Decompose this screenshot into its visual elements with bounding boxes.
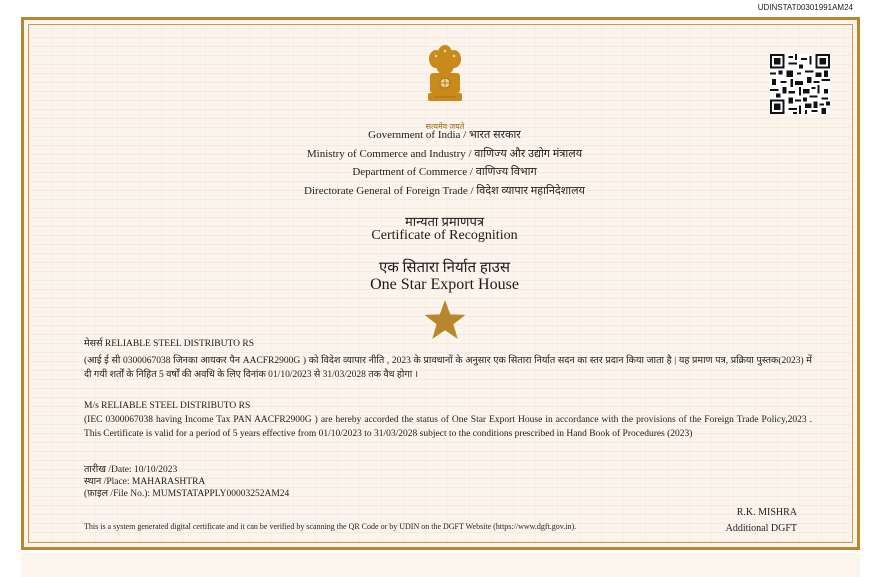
- english-body: (IEC 0300067038 having Income Tax PAN AACFR2900G ) are hereby accorded the status of One Star Export House in accordance with the provisions of the Foreign Trade Policy,2023 . This Certificate is valid for a period of 5 years effective from 01/10/2023 to 31/03/2028 subject to the conditions prescribed in Hand Book of Procedures (2023): [84, 415, 812, 439]
- certificate-frame: [21, 17, 860, 550]
- hindi-body: (आई ई सी 0300067038 जिनका आयकर पैन AACFR2900G ) को विदेश व्यापार नीति , 2023 के प्रावधानों के अनुसार एक सितारा निर्यात सदन का स्तर प्रदान किया जाता है | यह प्रमाण पत्र, प्रक्रिया पुस्तक(2023) में दी गयी शर्तों के निहित 5 वर्षों की अवधि के लिए दिनांक 01/10/2023 से 31/03/2028 तक वैध होगा ।: [84, 356, 812, 380]
- qr-code-icon: [770, 54, 830, 114]
- certificate-title-hindi: मान्यता प्रमाणपत्र: [404, 214, 485, 229]
- issue-date: तारीख /Date: 10/10/2023: [84, 465, 178, 475]
- verification-note: This is a system generated digital certificate and it can be verified by scanning the QR Code or by UDIN on the DGFT Website (https://www.dgft.gov.in).: [84, 522, 577, 531]
- udin-number: UDINSTAT00301991AM24: [757, 3, 853, 12]
- header-government: Government of India / भारत सरकार: [368, 129, 521, 141]
- english-paragraph: [84, 399, 812, 441]
- english-holder-name: M/s RELIABLE STEEL DISTRIBUTO RS: [84, 401, 251, 411]
- certificate-body: [28, 24, 853, 543]
- signatory-name: R.K. MISHRA: [736, 507, 797, 518]
- certificate-title: Certificate of Recognition: [371, 228, 518, 243]
- issue-place: स्थान /Place: MAHARASHTRA: [84, 477, 206, 487]
- page-bottom-strip: [21, 553, 860, 577]
- signatory-designation: Additional DGFT: [725, 523, 797, 534]
- hindi-paragraph: [84, 337, 812, 382]
- hindi-holder-name: मेसर्स RELIABLE STEEL DISTRIBUTO RS: [84, 339, 254, 349]
- header-ministry: Ministry of Commerce and Industry / वाणिज्य और उद्योग मंत्रालय: [306, 148, 583, 160]
- file-number: (फ़ाइल /File No.): MUMSTATAPPLY00003252AM24: [84, 489, 290, 499]
- emblem-motto: सत्यमेव जयते: [425, 122, 465, 131]
- ashoka-emblem-icon: [425, 43, 465, 121]
- header-department: Department of Commerce / वाणिज्य विभाग: [352, 166, 537, 178]
- certificate-details: [84, 464, 812, 500]
- star-icon: [424, 300, 466, 340]
- header-dgft: Directorate General of Foreign Trade / विदेश व्यापार महानिदेशालय: [304, 185, 585, 197]
- award-title: One Star Export House: [370, 276, 519, 293]
- award-title-hindi: एक सितारा निर्यात हाउस: [378, 260, 511, 276]
